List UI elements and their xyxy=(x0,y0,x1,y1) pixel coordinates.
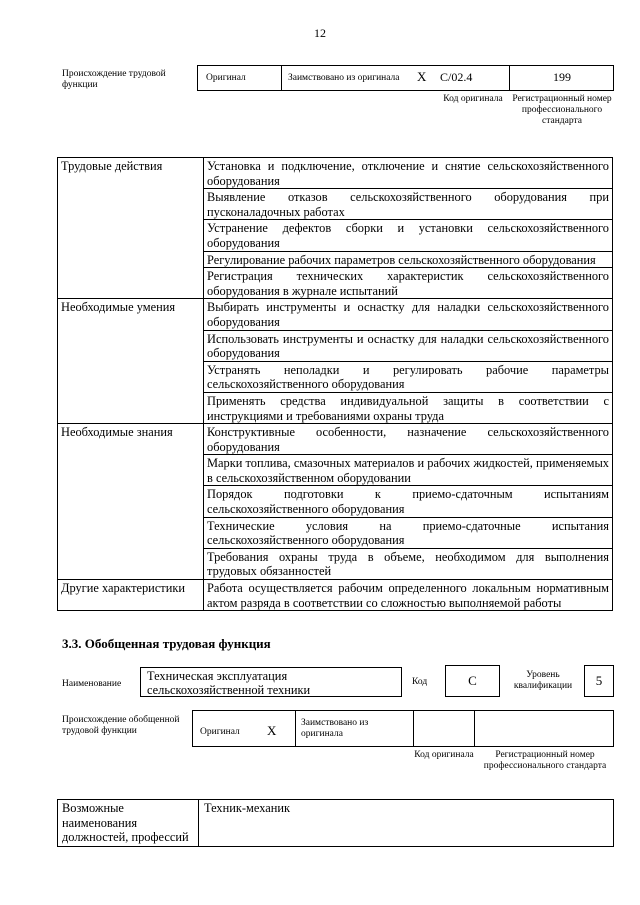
table-cell: Устранять неполадки и регулировать рабочие параметры сельскохозяйственного оборудования xyxy=(204,361,613,392)
table-cell: Использовать инструменты и оснастку для наладки сельскохозяйственного оборудования xyxy=(204,330,613,361)
table-cell: Регистрация технических характеристик сельскохозяйственного оборудования в журнале испытаний xyxy=(204,268,613,299)
origin-borrowed: Заимствовано из оригинала xyxy=(288,73,400,83)
table-cell: Конструктивные особенности, назначение сельскохозяйственного оборудования xyxy=(204,424,613,455)
code-box xyxy=(445,665,500,697)
name-label: Наименование xyxy=(62,679,122,689)
positions-label: Возможные наименования должностей, профессий xyxy=(62,801,189,845)
table-row xyxy=(58,424,613,455)
table-row xyxy=(58,158,613,189)
table-cell: Выявление отказов сельскохозяйственного оборудования при пусконаладочных работах xyxy=(204,189,613,220)
origin-label: Происхождение трудовой функции xyxy=(62,69,166,90)
labor-function-table xyxy=(57,157,613,611)
table-cell: Требования охраны труда в объеме, необходимом для выполнения трудовых обязанностей xyxy=(204,548,613,579)
table-cell: Выбирать инструменты и оснастку для наладки сельскохозяйственного оборудования xyxy=(204,299,613,330)
level-label: Уровень квалификации xyxy=(513,670,573,691)
code2-caption: Код оригинала xyxy=(414,750,474,760)
origin-table xyxy=(197,65,614,91)
level-box xyxy=(584,665,614,697)
table-cell: Порядок подготовки к приемо-сдаточным испытаниям сельскохозяйственного оборудования xyxy=(204,486,613,517)
origin2-original: Оригинал xyxy=(200,727,240,737)
origin2-borrowed: Заимствовано из оригинала xyxy=(301,718,369,739)
positions-value: Техник-механик xyxy=(204,801,291,815)
origin-code: C/02.4 xyxy=(440,70,473,84)
origin-mark: X xyxy=(417,69,427,84)
reg-caption: Регистрационный номер профессионального стандарта xyxy=(512,94,612,126)
table-cell: Марки топлива, смазочных материалов и рабочих жидкостей, применяемых в сельскохозяйственном оборудовании xyxy=(204,455,613,486)
row-header-skills: Необходимые умения xyxy=(58,299,204,424)
table-cell: Технические условия на приемо-сдаточные испытания сельскохозяйственного оборудования xyxy=(204,517,613,548)
table-cell: Применять средства индивидуальной защиты в соответствии с инструкциями и требованиями охраны труда xyxy=(204,392,613,423)
positions-table xyxy=(57,799,614,847)
origin-original: Оригинал xyxy=(206,73,246,83)
name-value: Техническая эксплуатация сельскохозяйственной техники xyxy=(147,669,311,697)
page-number: 12 xyxy=(314,26,326,40)
table-cell: Регулирование рабочих параметров сельскохозяйственного оборудования xyxy=(204,251,613,268)
level-value: 5 xyxy=(595,673,603,688)
row-header-other: Другие характеристики xyxy=(58,580,204,611)
row-header-actions: Трудовые действия xyxy=(58,158,204,299)
code-label: Код xyxy=(412,677,428,687)
origin2-mark: X xyxy=(267,723,277,738)
name-box xyxy=(140,667,402,697)
table-row xyxy=(58,299,613,330)
table-row xyxy=(58,580,613,611)
table-cell: Установка и подключение, отключение и снятие сельскохозяйственного оборудования xyxy=(204,158,613,189)
table-cell: Работа осуществляется рабочим определенного локальным нормативным актом разряда в соответствии со сложностью выполняемой работы xyxy=(204,580,613,611)
reg2-caption: Регистрационный номер профессионального стандарта xyxy=(483,750,607,771)
section-title: 3.3. Обобщенная трудовая функция xyxy=(62,636,271,651)
row-header-knowledge: Необходимые знания xyxy=(58,424,204,580)
origin2-label: Происхождение обобщенной трудовой функции xyxy=(62,715,180,736)
code-caption: Код оригинала xyxy=(443,94,503,104)
origin2-table xyxy=(192,710,614,747)
code-value: C xyxy=(468,673,477,688)
table-cell: Устранение дефектов сборки и установки сельскохозяйственного оборудования xyxy=(204,220,613,251)
origin-reg-number: 199 xyxy=(553,70,571,84)
